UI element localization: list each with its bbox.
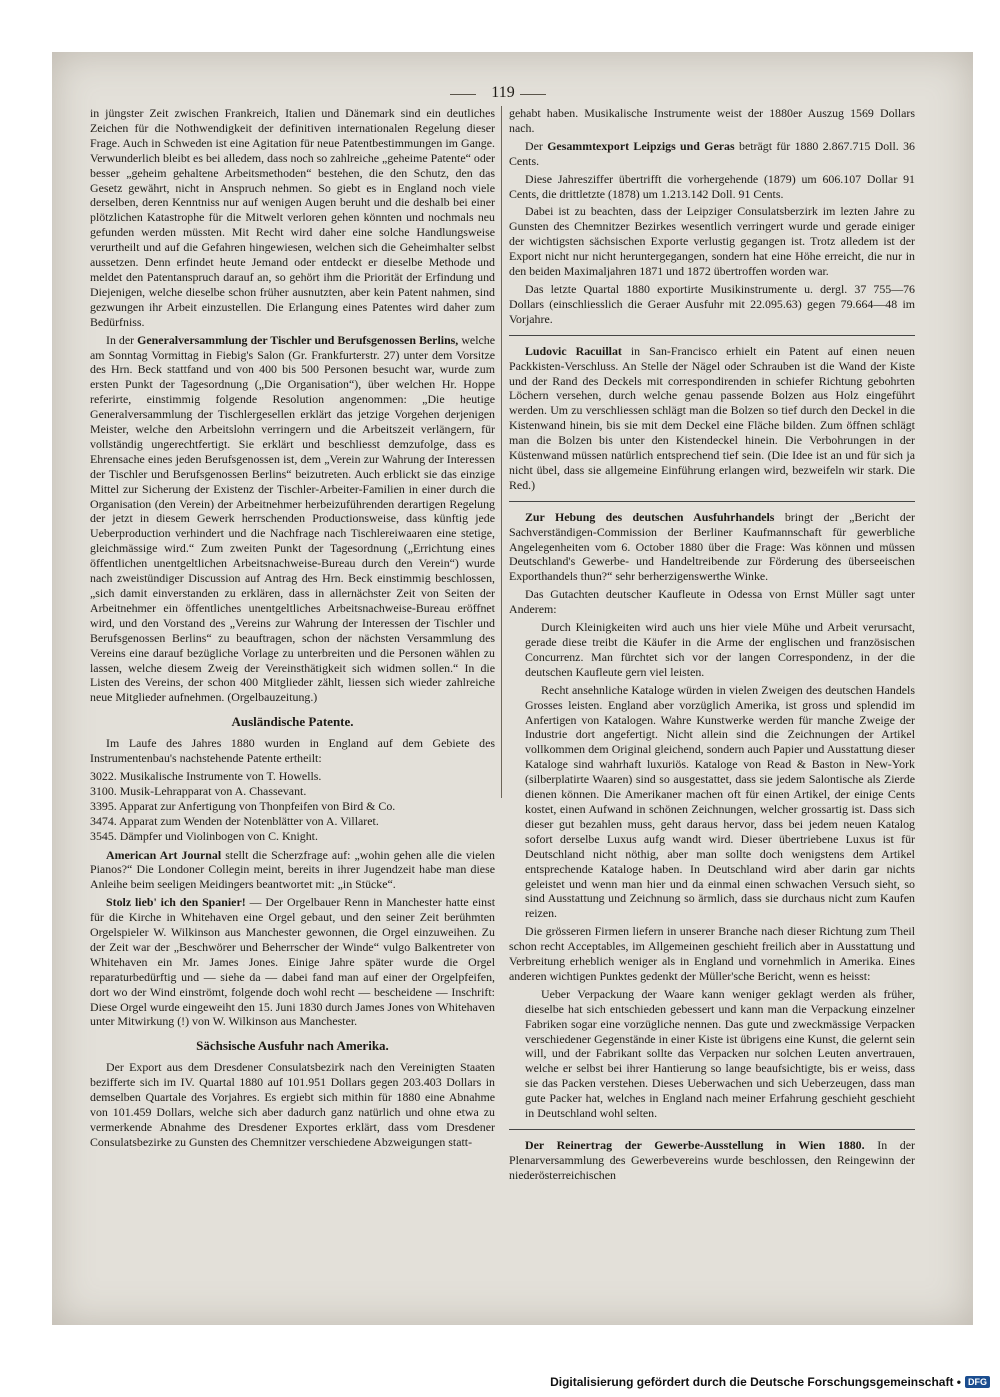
paragraph: Dabei ist zu beachten, dass der Leipziger Consulatsberzirk im lezten Jahre zu Gunsten des Chemnitzer Bezirkes wesentlich verringert wurde und gerade einiger der wichtigsten sächsischen Exporte verlustig gegangen ist. Trotz alledem ist der Export nicht nur nicht heruntergegangen, sondern hat eine Höhe erreicht, die nur in den beiden Maximaljahren 1871 und 1872 übertroffen worden war. — [509, 204, 915, 279]
list-item: 3022. Musikalische Instrumente von T. Howells. — [90, 768, 322, 783]
left-column — [90, 106, 495, 1332]
body-text: — Der Orgelbauer Renn in Manchester hatte einst für die Kirche in Whitehaven eine Orgel gebaut, und den seiner Zeit berühmten Orgelspieler W. Wilkinson aus Manchester gewonnen, die Orgel einzuweihen. Zu der Zeit war der „Beschwörer und Beherrscher der Winde“ vulgo Balkentreter von Whitehaven ein Mr. James Jones. Einige Jahre später wurde die Orgel reparaturbedürftig und — siehe da — dabei fand man auf einer der Orgelpfeifen, dort wo der Wind einströmt, folgende doch wohl recht — bescheidene — Inschrift: Diese Orgel wurde eingeweiht den 15. Juni 1830 durch James Jones von Whitehaven unter Mitwirkung (!) von W. Wilkinson aus Manchester. — [90, 895, 495, 1029]
article-sachsen: Der Export aus dem Dresdener Consulatsbezirk nach den Vereinigten Staaten bezifferte sich im IV. Quartal 1880 auf 101.951 Dollars gegen 203.403 Dollars in demselben Quartale des Vorjahres. Es ergiebt sich mithin für 1880 eine Abnahme von 101.459 Dollars, welche sich aber dadurch ganz natürlich und ohne etwa zu vermerkende Abnahme des Dresdener Exportes erklärt, dass vom Dresdener Consulatsbezirke zu Gunsten des Chemnitzer verschiedene Abzweigungen statt- — [90, 1060, 495, 1149]
article-heading-inline: American Art Journal — [106, 847, 222, 862]
quote-paragraph: Recht ansehnliche Kataloge würden in vielen Zweigen des deutschen Handels Grosses leisten. England aber vorzüglich Amerika, ist gross und splendid im Anfertigen von Katalogen. Wahre Kunstwerke werden für manche Zweige der Industrie dort angefertigt. Nicht allein sind die Zeichnungen der Artikel vollkommen dem Original gleichend, sondern auch Papier und Ausstattung dieser Kataloge sind wahrhaft luxuriös. Kataloge von Read & Baston in New-York (silberplatirte Waaren) sind so ausgestattet, dass sie jedem Salontische als Zierde dienen können. Die Amerikaner machen oft für einen Artikel, der einige Cents kostet, einen Aufwand in schönen Zeichnungen, welcher grossartig ist. Dass sich dieser gut bezahlen muss, geht daraus hervor, dass bei jedem neuen Katalog sofort derselbe Luxus aufg wandt wird. Dieser übertriebene Luxus ist für Deutschland nicht nöthig, aber man sollte doch wenigstens dem Artikel entsprechende Kataloge haben. In Deutschland wird aber darin gar nichts geleistet und wenn man hier und da einmal einen schwachen Versuch sieht, so sind Ausstattung und Zeichnung so ärmlich, dass sie durchaus nicht zum Kaufen reizen. — [525, 682, 915, 921]
article-art-journal — [90, 848, 495, 893]
list-item: 3545. Dämpfer und Violinbogen von C. Knight. — [90, 828, 318, 843]
article-separator — [509, 501, 915, 502]
patente-intro: Im Laufe des Jahres 1880 wurden in England auf dem Gebiete des Instrumentenbau's nachstehende Patente ertheilt: — [90, 736, 495, 766]
patent-list — [90, 769, 495, 844]
article-heading-inline: Stolz lieb' ich den Spanier! — [106, 895, 246, 910]
column-divider — [501, 106, 502, 798]
article-ausfuhrhandel — [509, 510, 915, 585]
body-text: welche am Sonntag Vormittag in Fiebig's Salon (Gr. Frankfurterstr. 27) unter dem Vorsitze des Hrn. Beck stattfand und von 400 bis 500 Personen besucht war, wurde zum ersten Punkt der Tagesordnung („Die Organisation“), über welchen Hr. Hoppe referirte, einstimmig folgende Resolution angenommen: „Die heutige Generalversammlung der Tischlergesellen erklärt das jetzige Vorgehen derjenigen Meister, welche den Arbeitslohn verringern und die Arbeitszeit verlängern, für vollständig ungerechtfertigt. Sie erklärt und beschliesst demzufolge, dass es Ehrensache eines jeden Berufsgenossen ist, dem „Verein zur Wahrung der Interessen der Tischler und Berufsgenossen Berlins“ beizutreten. Auch erblickt sie das einzige Mittel zur Sicherung der Existenz der Tischler-Arbeiter-Familien in einer durch die Organisation (den Verein) der Arbeitnehmer herbeizuführenden derartigen Regelung der jetzt in diesem Gewerk herrschenden Productionsweise, dass künftig jede Ueberproduction verhindert und die Nachfrage nach Tischlereiwaaren eine stetige, gleichmässige wird.“ Zum zweiten Punkt der Tagesordnung („Errichtung eines öffentlichen unentgeltlichen Arbeitsnachweise-Bureau durch den Verein“) wurde nach zweistündiger Discussion auf Antrag des Hrn. Beck einstimmig beschlossen, „sich damit einverstanden zu erklären, dass in allernächster Zeit von Seiten der Arbeitnehmer ein öffentliches unentgeltliches Arbeitsnachweise-Bureau eröffnet wird, und den Vorstand des „Vereins zur Wahrung der Interessen der Tischler und Berufsgenossen Berlins“ zu beauftragen, schon der nächsten Versammlung des Vereins eine darauf bezügliche Vorlage zu unterbreiten und die Personen wählen zu lassen, welche diesem Zweig der Vereinsthätigkeit sich widmen sollen.“ In die Listen des Vereins, der schon 400 Mitglieder zählt, liessen sich wieder zahlreiche neue Mitglieder aufnehmen. (Orgelbauzeitung.) — [90, 332, 495, 705]
article-heading-inline: Generalversammlung der Tischler und Berufsgenossen Berlins, — [137, 332, 459, 347]
article-stolz — [90, 895, 495, 1029]
quote-paragraph: Durch Kleinigkeiten wird auch uns hier viele Mühe und Arbeit verursacht, gerade diese treibt die Käufer in die Arme der englischen und französischen Concurrenz. Man fürchtet sich vor der langen Correspondenz, in der die deutschen Kaufleute gern viel leisten. — [525, 620, 915, 679]
section-heading-sachsen: Sächsische Ausfuhr nach Amerika. — [196, 1038, 389, 1054]
article-sachsen-cont: gehabt haben. Musikalische Instrumente weist der 1880er Auszug 1569 Dollars nach. — [509, 106, 915, 135]
header-rule-right — [520, 94, 546, 95]
article-heading-inline: Zur Hebung des deutschen Ausfuhrhandels — [525, 509, 775, 524]
list-item: 3100. Musik-Lehrapparat von A. Chassevant. — [90, 783, 307, 798]
funding-footer — [550, 1375, 990, 1389]
article-separator — [509, 335, 915, 336]
article-leipzig — [509, 139, 915, 169]
paragraph: Die grösseren Firmen liefern in unserer Branche nach dieser Richtung zum Theil schon recht Acceptables, im Allgemeinen geschieht freilich aber in Ausstattung und Verbreitung erheblich weniger als in England und vornehmlich in Amerika. Eines anderen wichtigen Punktes gedenkt der Müller'sche Bericht, wenn es heisst: — [509, 924, 915, 983]
article-patents-intro: in jüngster Zeit zwischen Frankreich, Italien und Dänemark sind ein deutliches Zeichen für die Nothwendigkeit der definitiven internationalen Regelung dieser Frage. Auch in Schweden ist eine Agitation für neue Patentbestimmungen im Gange. Verwunderlich bleibt es bei alledem, dass noch so zahlreiche „geheime Patente“ oder besser „geheim gehaltene Arbeitsmethoden“ bestehen, die den Schutz, den das Gesetz gewährt, nicht in Anspruch nehmen. So giebt es in England noch viele derselben, deren Kenntniss nur auf wenigen Augen beruht und die deshalb bei einer plötzlichen Katastrophe für die Mitwelt verloren gehen könnten und nochmals neu gefunden werden müssten. Mit Recht wird daher eine solche Handlungsweise verurtheilt und auf die Gefahren hingewiesen, welchen sich die Geheimhalter selbst aussetzen. Denn erfindet heute Jemand oder entdeckt er dieselbe Methode und meldet den Patentanspruch darauf an, so gehört ihm die Priorität der Erfindung und Diejenigen, welche dieselbe schon früher ausnutzten, aber kein Patent nahmen, sind gezwungen ihr Arbeit einzustellen. Die Erlangung eines Patentes wird daher zum Bedürfniss. — [90, 106, 495, 329]
body-text: in San-Francisco erhielt ein Patent auf einen neuen Packkisten-Verschluss. An Stelle der Nägel oder Schrauben ist die Wand der Kiste und der Rand des Deckels mit correspondirenden in schiefer Richtung gebohrten Löchern versehen, durch welche genau passende Bolzen aus Holz eingeführt werden. Um zu verschliessen schlägt man die Bolzen so tief durch den Deckel in die Kistenwand hinein, bis sie mit dem Deckel eine Fläche bilden. Zum öffnen schlägt man die Bolzen bis unter den Kistendeckel hinein. Die Verbohrungen in der Küstenwand müssen natürlich entsprechend tief sein. (Die Idee ist an und für sich ja nicht übel, dass sie allgemeine Einführung erlangen wird, bezweifeln wir stark. Die Red.) — [509, 343, 915, 492]
dfg-logo: DFG — [965, 1376, 990, 1388]
article-separator — [509, 1129, 915, 1130]
paragraph: Das Gutachten deutscher Kaufleute in Odessa von Ernst Müller sagt unter Anderem: — [509, 587, 915, 617]
paragraph: Das letzte Quartal 1880 exportirte Musikinstrumente u. dergl. 37 755—76 Dollars (einschliesslich die Geraer Ausfuhr mit 22.095.63) gegen 79.664—48 im Vorjahre. — [509, 281, 915, 326]
body-text: In der Plenarversammlung des Gewerbevereins wurde beschlossen, den Reingewinn der niederösterreichischen — [509, 1138, 915, 1182]
quote-paragraph: Ueber Verpackung der Waare kann weniger geklagt werden als früher, dieselbe hat sich entschieden gebessert und kann man die Verpackung einzelner Fabriken sogar eine vorzügliche nennen. Das gute und zweckmässige Verpacken verschiedener Gegenstände in einer Kiste ist übrigens eine Kunst, die gelernt sein will, und der Fabrikant sollte das Verpacken nur solchen Leuten anvertrauen, welche er selbst bei ihrer Hantierung so lange beaufsichtigte, bis er weiss, dass sie das Packen verstehen. Dieses Ueberwachen und sich Ueberzeugen, dass man gute Packer hat, welches in England nach meiner Erfahrung geschieht geschieht in Deutschland wohl selten. — [525, 986, 915, 1121]
page-number: 119 — [491, 84, 515, 101]
list-item: 3395. Apparat zur Anfertigung von Thonpfeifen von Bird & Co. — [90, 798, 396, 813]
lead-text: In der — [106, 332, 135, 347]
article-heading-inline: Der Reinertrag der Gewerbe-Ausstellung in Wien 1880. — [525, 1138, 865, 1152]
article-tischler — [90, 333, 495, 706]
footer-text: Digitalisierung gefördert durch die Deutsche Forschungsgemeinschaft • — [550, 1375, 961, 1389]
body-text: beträgt für 1880 2.867.715 Doll. 36 Cents. — [509, 138, 915, 168]
section-heading-patente: Ausländische Patente. — [231, 714, 354, 730]
right-column — [509, 106, 915, 1332]
list-item: 3474. Apparat zum Wenden der Notenblätter von A. Villaret. — [90, 813, 379, 828]
article-heading-inline: Ludovic Racuillat — [525, 343, 622, 358]
lead-text: Der — [525, 138, 543, 153]
article-heading-inline: Gesammtexport Leipzigs und Geras — [547, 138, 735, 153]
body-text: bringt der „Bericht der Sachverständigen-Commission der Berliner Kaufmannschaft für gewerbliche Angelegenheiten vom 6. October 1880 über die Frage: Was können und müssen Deutschland's Gewerbe- und Handeltreibende zur Förderung des überseeischen Exporthandels thun?“ sehr berherzigenswerthe Winke. — [509, 509, 915, 584]
article-reinertrag — [509, 1138, 915, 1183]
paragraph: Diese Jahresziffer übertrifft die vorhergehende (1879) um 606.107 Dollar 91 Cents, die drittletzte (1878) um 1.213.142 Doll. 91 Cents. — [509, 171, 915, 201]
header-rule-left — [450, 94, 476, 95]
article-racuillat — [509, 344, 915, 493]
body-text: stellt die Scherzfrage auf: „wohin gehen alle die vielen Pianos?“ Die Londoner Collegin meint, bereits in ihrer Jugendzeit habe man diese Anleihe beim seeligen Meidingers beantwortet mit: „in Stücke“. — [90, 847, 495, 892]
